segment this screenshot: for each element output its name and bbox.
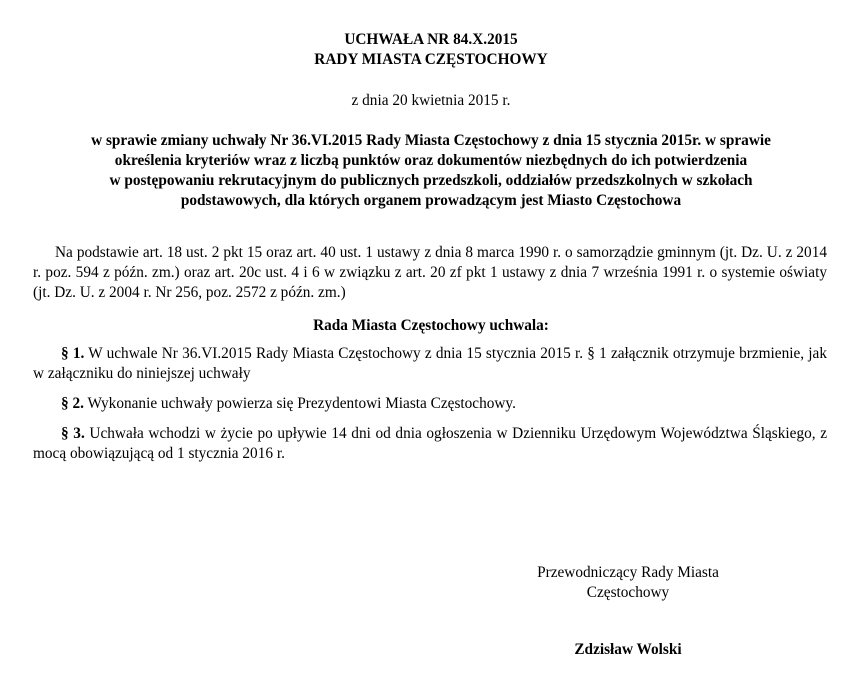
subject-line: w sprawie zmiany uchwały Nr 36.VI.2015 Rady Miasta Częstochowy z dnia 15 stycznia 2015r. w sprawie: [91, 132, 771, 149]
section-paragraph-1: [33, 344, 827, 384]
section-marker: § 1.: [61, 345, 85, 362]
section-marker: § 2.: [61, 395, 84, 412]
resolution-title: [0, 30, 862, 70]
resolution-number: UCHWAŁA NR 84.X.2015: [344, 31, 518, 48]
section-paragraph-3: [33, 424, 827, 464]
subject-line: podstawowych, dla których organem prowadzącym jest Miasto Częstochowa: [180, 192, 682, 209]
resolution-subject: [0, 131, 862, 211]
subject-line: w postępowaniu rekrutacyjnym do publicznych przedszkoli, oddziałów przedszkolnych w szkołach: [109, 172, 753, 189]
council-name: RADY MIASTA CZĘSTOCHOWY: [314, 51, 548, 68]
signatory-title-line: Przewodniczący Rady Miasta: [537, 564, 719, 581]
section-marker: § 3.: [61, 425, 85, 442]
section-paragraph-2: [33, 394, 827, 414]
legal-basis-paragraph: Na podstawie art. 18 ust. 2 pkt 15 oraz art. 40 ust. 1 ustawy z dnia 8 marca 1990 r. o samorządzie gminnym (jt. Dz. U. z 2014 r. poz. 594 z późn. zm.) oraz art. 20c ust. 4 i 6 w związku z art. 20 zf pkt 1 ustawy z dnia 7 września 1991 r. o systemie oświaty (jt. Dz. U. z 2004 r. Nr 256, poz. 2572 z późn. zm.): [33, 244, 827, 301]
signatory-title-line: Częstochowy: [586, 584, 670, 601]
signatory-title: [480, 563, 776, 603]
subject-line: określenia kryteriów wraz z liczbą punktów oraz dokumentów niezbędnych do ich potwierdzenia: [114, 152, 748, 169]
section-text: Wykonanie uchwały powierza się Prezydentowi Miasta Częstochowy.: [87, 395, 516, 412]
council-resolves-heading: Rada Miasta Częstochowy uchwala:: [313, 317, 549, 334]
section-text: W uchwale Nr 36.VI.2015 Rady Miasta Częstochowy z dnia 15 stycznia 2015 r. § 1 załącznik otrzymuje brzmienie, jak w załączniku do niniejszej uchwały: [33, 345, 827, 382]
resolution-date: z dnia 20 kwietnia 2015 r.: [351, 92, 511, 109]
section-text: Uchwała wchodzi w życie po upływie 14 dni od dnia ogłoszenia w Dzienniku Urzędowym Województwa Śląskiego, z mocą obowiązującą od 1 stycznia 2016 r.: [33, 425, 827, 462]
signatory-name: Zdzisław Wolski: [574, 641, 682, 658]
